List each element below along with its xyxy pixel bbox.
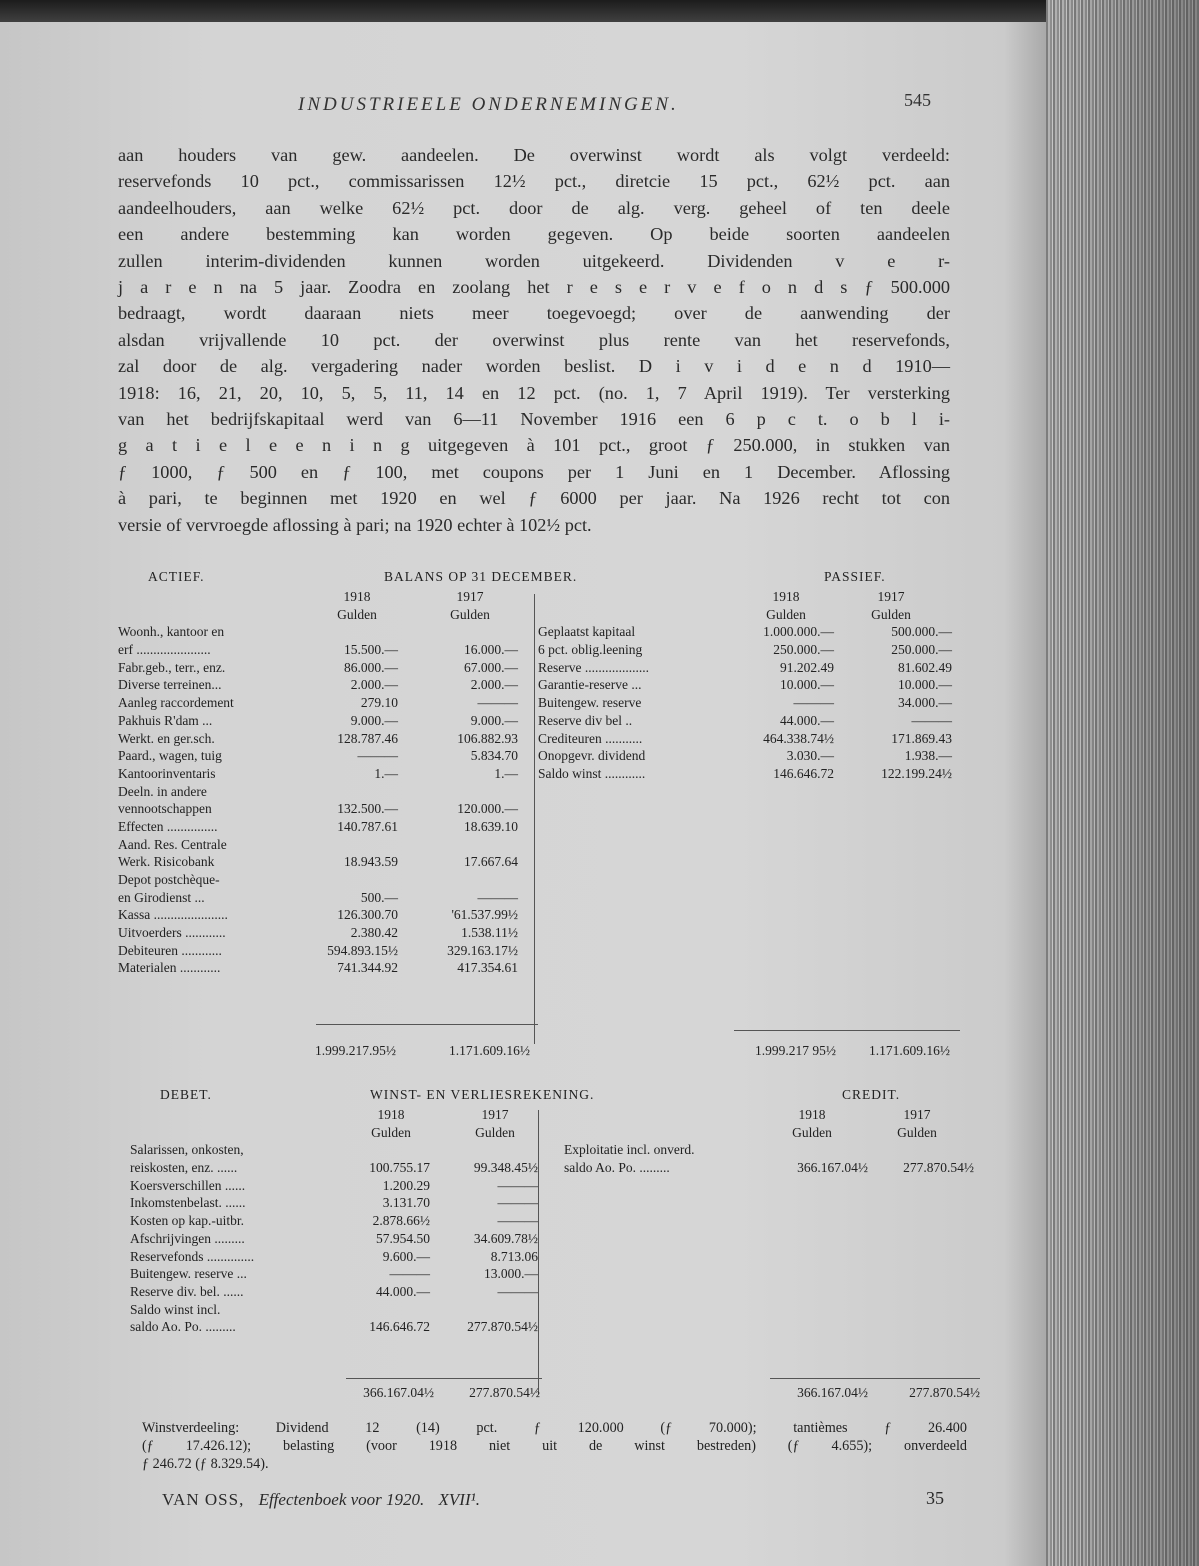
value-1917: 34.000.—: [898, 695, 952, 711]
row-label: Kosten op kap.-uitbr.: [130, 1213, 244, 1229]
table-row: [564, 1159, 980, 1177]
page-number: 545: [904, 90, 931, 110]
signature-volume: XVII¹.: [438, 1490, 480, 1509]
table-row: [118, 818, 518, 836]
text-line: 1918: 16, 21, 20, 10, 5, 5, 11, 14 en 12 pct. (no. 1, 7 April 1919). Ter versterking: [118, 382, 950, 403]
pl-year-1918: 1918: [377, 1107, 405, 1122]
value-1918: 18.943.59: [344, 854, 398, 870]
table-row: [118, 836, 518, 854]
assets-total-rule: [316, 1024, 538, 1025]
text-line: aan houders van gew. aandeelen. De overwinst wordt als volgt verdeeld:: [118, 145, 950, 165]
signature-line: [162, 1490, 480, 1510]
row-label: erf ......................: [118, 642, 211, 658]
value-1918: 3.030.—: [786, 748, 834, 764]
pl-totals: [130, 1384, 980, 1402]
pl-year-1918-right: 1918: [798, 1107, 826, 1122]
row-label: reiskosten, enz. ......: [130, 1160, 238, 1176]
table-row: [118, 959, 518, 977]
table-row: [118, 765, 518, 783]
row-label: Werkt. en ger.sch.: [118, 730, 215, 746]
table-row: [118, 676, 518, 694]
credit-total-rule: [770, 1378, 980, 1379]
table-row: [130, 1159, 540, 1177]
value-1917: 106.882.93: [457, 730, 518, 746]
value-1918: 57.954.50: [376, 1230, 430, 1246]
table-row: [538, 694, 958, 712]
credit-total-1918: 366.167.04½: [797, 1385, 868, 1400]
value-1918: 100.755.17: [369, 1160, 430, 1176]
value-1917: 1.938.—: [904, 748, 952, 764]
row-label: Effecten ...............: [118, 818, 218, 834]
value-1917: 171.869.43: [891, 730, 952, 746]
book-fore-edges: [1046, 0, 1199, 1566]
article-paragraph: [118, 142, 950, 538]
table-row: [538, 712, 958, 730]
debit-total-1918: 366.167.04½: [363, 1385, 434, 1400]
pl-left-heading: DEBET.: [160, 1087, 212, 1102]
value-1918: ———: [389, 1266, 430, 1282]
row-label: Kassa ......................: [118, 907, 228, 923]
balance-sheet: [118, 568, 958, 976]
balance-unit: Gulden: [766, 606, 806, 622]
pl-unit: Gulden: [475, 1124, 515, 1140]
balance-title: BALANS OP 31 DECEMBER.: [384, 569, 578, 584]
text-line: bedraagt, wordt daaraan niets meer toegevoegd; over de aanwending der: [118, 303, 950, 324]
value-1918: 140.787.61: [337, 818, 398, 834]
row-label: Koersverschillen ......: [130, 1177, 246, 1193]
row-label: Salarissen, onkosten,: [130, 1142, 244, 1158]
text-line: zal door de alg. vergadering nader worden beslist. D i v i d e n d 1910—: [118, 356, 950, 377]
table-row: [538, 765, 958, 783]
note-line: Winstverdeeling: Dividend 12 (14) pct. ƒ 120.000 (ƒ 70.000); tantièmes ƒ 26.400: [142, 1420, 967, 1436]
liabilities-total-1917: 1.171.609.16½: [869, 1043, 950, 1058]
row-label: Afschrijvingen .........: [130, 1230, 245, 1246]
row-label: Deeln. in andere: [118, 783, 207, 799]
running-title: INDUSTRIEELE ONDERNEMINGEN.: [298, 94, 679, 115]
table-row: [130, 1230, 540, 1248]
pl-right-heading: CREDIT.: [842, 1087, 901, 1102]
value-1917: 8.713.06: [490, 1248, 538, 1264]
value-1918: 3.131.70: [382, 1195, 430, 1211]
row-label: Reserve div. bel. ......: [130, 1283, 244, 1299]
value-1917: 122.199.24½: [881, 765, 952, 781]
table-row: [118, 942, 518, 960]
table-row: [118, 623, 518, 641]
value-1918: 146.646.72: [773, 765, 834, 781]
value-1917: ———: [497, 1283, 538, 1299]
row-label: Depot postchèque-: [118, 872, 220, 887]
text-line: een andere bestemming kan worden gegeven. Op beide soorten aandeelen: [118, 224, 950, 245]
table-row: [118, 853, 518, 871]
row-label: Paard., wagen, tuig: [118, 748, 222, 764]
row-label: Buitengew. reserve ...: [130, 1266, 247, 1282]
value-1917: 500.000.—: [891, 624, 952, 640]
value-1918: 594.893.15½: [327, 942, 398, 958]
row-label: Geplaatst kapitaal: [538, 624, 636, 640]
row-label: Reservefonds ..............: [130, 1248, 255, 1264]
debit-column: [130, 1141, 540, 1336]
pl-unit: Gulden: [371, 1124, 411, 1140]
table-row: [130, 1301, 540, 1319]
table-row: [118, 659, 518, 677]
balance-year-1917: 1917: [456, 589, 484, 604]
value-1917: 250.000.—: [891, 642, 952, 658]
debit-total-rule: [346, 1378, 542, 1379]
value-1918: 10.000.—: [780, 677, 834, 693]
value-1917: 1.538.11½: [461, 925, 518, 941]
table-row: [538, 641, 958, 659]
table-row: [118, 889, 518, 907]
value-1918: 91.202.49: [780, 659, 834, 675]
value-1918: 250.000.—: [773, 642, 834, 658]
text-line: reservefonds 10 pct., commissarissen 12½ pct., diretcie 15 pct., 62½ pct. aan: [118, 171, 950, 192]
value-1917: 277.870.54½: [903, 1160, 974, 1176]
value-1918: 2.000.—: [350, 677, 398, 693]
value-1918: 128.787.46: [337, 730, 398, 746]
credit-column: [564, 1141, 980, 1176]
value-1917: 9.000.—: [470, 712, 518, 728]
value-1917: 67.000.—: [464, 659, 518, 675]
balance-unit: Gulden: [871, 606, 911, 622]
table-row: [538, 730, 958, 748]
table-row: [118, 747, 518, 765]
table-row: [130, 1177, 540, 1195]
value-1917: ———: [477, 695, 518, 711]
table-row: [538, 747, 958, 765]
signature-author: VAN OSS,: [162, 1490, 245, 1509]
table-row: [118, 694, 518, 712]
row-label: Werk. Risicobank: [118, 854, 215, 870]
row-label: Saldo winst incl.: [130, 1301, 221, 1317]
value-1918: ———: [793, 695, 834, 711]
balance-unit: Gulden: [337, 606, 377, 622]
table-row: [118, 783, 518, 801]
row-label: Diverse terreinen...: [118, 677, 222, 693]
row-label: Aand. Res. Centrale: [118, 836, 227, 852]
row-label: Onopgevr. dividend: [538, 748, 646, 764]
table-row: [130, 1194, 540, 1212]
text-line: j a r e n na 5 jaar. Zoodra en zoolang het r e s e r v e f o n d s ƒ 500.000: [118, 277, 950, 298]
value-1918: 132.500.—: [337, 801, 398, 817]
value-1917: 2.000.—: [470, 677, 518, 693]
liabilities-column: [538, 623, 958, 782]
text-line: versie of vervroegde aflossing à pari; na 1920 echter à 102½ pct.: [118, 514, 592, 535]
row-label: Uitvoerders ............: [118, 925, 226, 941]
row-label: Pakhuis R'dam ...: [118, 712, 213, 728]
signature-title: Effectenboek voor 1920.: [258, 1490, 425, 1509]
row-label: saldo Ao. Po. .........: [130, 1319, 236, 1335]
value-1918: 44.000.—: [780, 712, 834, 728]
table-row: [564, 1141, 980, 1159]
table-row: [130, 1265, 540, 1283]
liabilities-total-rule: [734, 1030, 960, 1031]
value-1917: 17.667.64: [464, 854, 518, 870]
value-1917: ———: [497, 1213, 538, 1229]
row-label: Debiteuren ............: [118, 942, 222, 958]
assets-total-1918: 1.999.217.95½: [315, 1043, 396, 1058]
value-1918: 126.300.70: [337, 907, 398, 923]
pl-divider: [538, 1110, 539, 1394]
value-1917: 120.000.—: [457, 801, 518, 817]
value-1917: 13.000.—: [484, 1266, 538, 1282]
credit-total-1917: 277.870.54½: [909, 1385, 980, 1400]
value-1917: 34.609.78½: [473, 1230, 538, 1246]
value-1918: 2.380.42: [350, 925, 398, 941]
value-1918: 9.600.—: [382, 1248, 430, 1264]
text-line: g a t i e l e e n i n g uitgegeven à 101 pct., groot ƒ 250.000, in stukken van: [118, 435, 950, 456]
table-row: [118, 924, 518, 942]
value-1917: ———: [477, 889, 518, 905]
note-line: ƒ 246.72 (ƒ 8.329.54).: [142, 1455, 269, 1472]
text-line: van het bedrijfskapitaal werd van 6—11 November 1916 een 6 p c t. o b l i-: [118, 409, 950, 430]
table-row: [538, 623, 958, 641]
table-row: [118, 641, 518, 659]
value-1918: ———: [357, 748, 398, 764]
value-1918: 741.344.92: [337, 960, 398, 976]
value-1918: 2.878.66½: [372, 1213, 430, 1229]
pl-unit: Gulden: [792, 1124, 832, 1140]
value-1917: 277.870.54½: [467, 1319, 538, 1335]
liabilities-total-1918: 1.999.217 95½: [755, 1043, 836, 1058]
value-1917: 1.—: [494, 765, 518, 781]
table-row: [130, 1212, 540, 1230]
balance-year-1918: 1918: [343, 589, 371, 604]
value-1917: 81.602.49: [898, 659, 952, 675]
value-1917: 417.354.61: [457, 960, 518, 976]
row-label: Reserve div bel ..: [538, 712, 633, 728]
signature-number: 35: [926, 1488, 944, 1508]
balance-year-1917-right: 1917: [877, 589, 905, 604]
table-row: [118, 800, 518, 818]
value-1918: 366.167.04½: [797, 1160, 868, 1176]
pl-title: WINST- EN VERLIESREKENING.: [370, 1087, 595, 1102]
value-1917: 10.000.—: [898, 677, 952, 693]
value-1918: 500.—: [360, 889, 398, 905]
row-label: Buitengew. reserve: [538, 695, 642, 711]
value-1918: 1.200.29: [382, 1177, 430, 1193]
value-1918: 9.000.—: [350, 712, 398, 728]
pl-year-1917: 1917: [481, 1107, 509, 1122]
note-line: (ƒ 17.426.12); belasting (voor 1918 niet uit de winst bestreden) (ƒ 4.655); onverdeeld: [142, 1437, 967, 1454]
profit-loss-account: [130, 1086, 980, 1335]
value-1918: 44.000.—: [376, 1283, 430, 1299]
row-label: Kantoorinventaris: [118, 765, 216, 781]
text-line: zullen interim-dividenden kunnen worden uitgekeerd. Dividenden v e r-: [118, 250, 950, 271]
value-1918: 1.000.000.—: [763, 624, 834, 640]
row-label: en Girodienst ...: [118, 889, 205, 905]
row-label: Fabr.geb., terr., enz.: [118, 659, 226, 675]
pl-unit: Gulden: [897, 1124, 937, 1140]
value-1918: 146.646.72: [369, 1319, 430, 1335]
value-1918: 15.500.—: [344, 642, 398, 658]
value-1917: 5.834.70: [470, 748, 518, 764]
value-1917: 329.163.17½: [447, 942, 518, 958]
value-1918: 1.—: [374, 765, 398, 781]
profit-distribution-note: [142, 1420, 967, 1473]
value-1918: 86.000.—: [344, 659, 398, 675]
value-1918: 464.338.74½: [763, 730, 834, 746]
debit-total-1917: 277.870.54½: [469, 1385, 540, 1400]
table-row: [118, 871, 518, 889]
row-label: Woonh., kantoor en: [118, 624, 225, 640]
row-label: Exploitatie incl. onverd.: [564, 1142, 695, 1158]
value-1917: 16.000.—: [464, 642, 518, 658]
balance-right-heading: PASSIEF.: [824, 569, 886, 584]
row-label: Saldo winst ............: [538, 765, 646, 781]
row-label: Aanleg raccordement: [118, 695, 234, 711]
row-label: 6 pct. oblig.leening: [538, 642, 643, 658]
text-line: aandeelhouders, aan welke 62½ pct. door de alg. verg. geheel of ten deele: [118, 197, 950, 218]
table-row: [118, 712, 518, 730]
balance-divider: [534, 594, 535, 1044]
row-label: Crediteuren ...........: [538, 730, 643, 746]
value-1917: ———: [911, 712, 952, 728]
table-row: [130, 1318, 540, 1336]
table-row: [538, 676, 958, 694]
assets-total-1917: 1.171.609.16½: [449, 1043, 530, 1058]
balance-left-heading: ACTIEF.: [148, 569, 205, 584]
balance-totals: [118, 1042, 958, 1060]
table-row: [130, 1141, 540, 1159]
text-line: ƒ 1000, ƒ 500 en ƒ 100, met coupons per 1 Juni en 1 December. Aflossing: [118, 461, 950, 482]
value-1917: '61.537.99½: [451, 907, 518, 923]
row-label: Inkomstenbelast. ......: [130, 1195, 246, 1211]
value-1917: 18.639.10: [464, 818, 518, 834]
row-label: Materialen ............: [118, 960, 221, 976]
text-line: alsdan vrijvallende 10 pct. der overwinst plus rente van het reservefonds,: [118, 329, 950, 350]
row-label: saldo Ao. Po. .........: [564, 1160, 670, 1176]
table-row: [130, 1283, 540, 1301]
table-row: [538, 659, 958, 677]
row-label: Garantie-reserve ...: [538, 677, 642, 693]
page-header: [0, 90, 1046, 118]
row-label: vennootschappen: [118, 801, 212, 817]
value-1917: ———: [497, 1177, 538, 1193]
assets-column: [118, 623, 518, 977]
table-row: [130, 1248, 540, 1266]
table-row: [118, 730, 518, 748]
pl-year-1917-right: 1917: [903, 1107, 931, 1122]
balance-unit: Gulden: [450, 606, 490, 622]
value-1917: 99.348.45½: [473, 1160, 538, 1176]
table-row: [118, 906, 518, 924]
value-1917: ———: [497, 1195, 538, 1211]
text-line: à pari, te beginnen met 1920 en wel ƒ 6000 per jaar. Na 1926 recht tot con: [118, 488, 950, 509]
value-1918: 279.10: [360, 695, 398, 711]
row-label: Reserve ...................: [538, 659, 649, 675]
balance-year-1918-right: 1918: [772, 589, 800, 604]
